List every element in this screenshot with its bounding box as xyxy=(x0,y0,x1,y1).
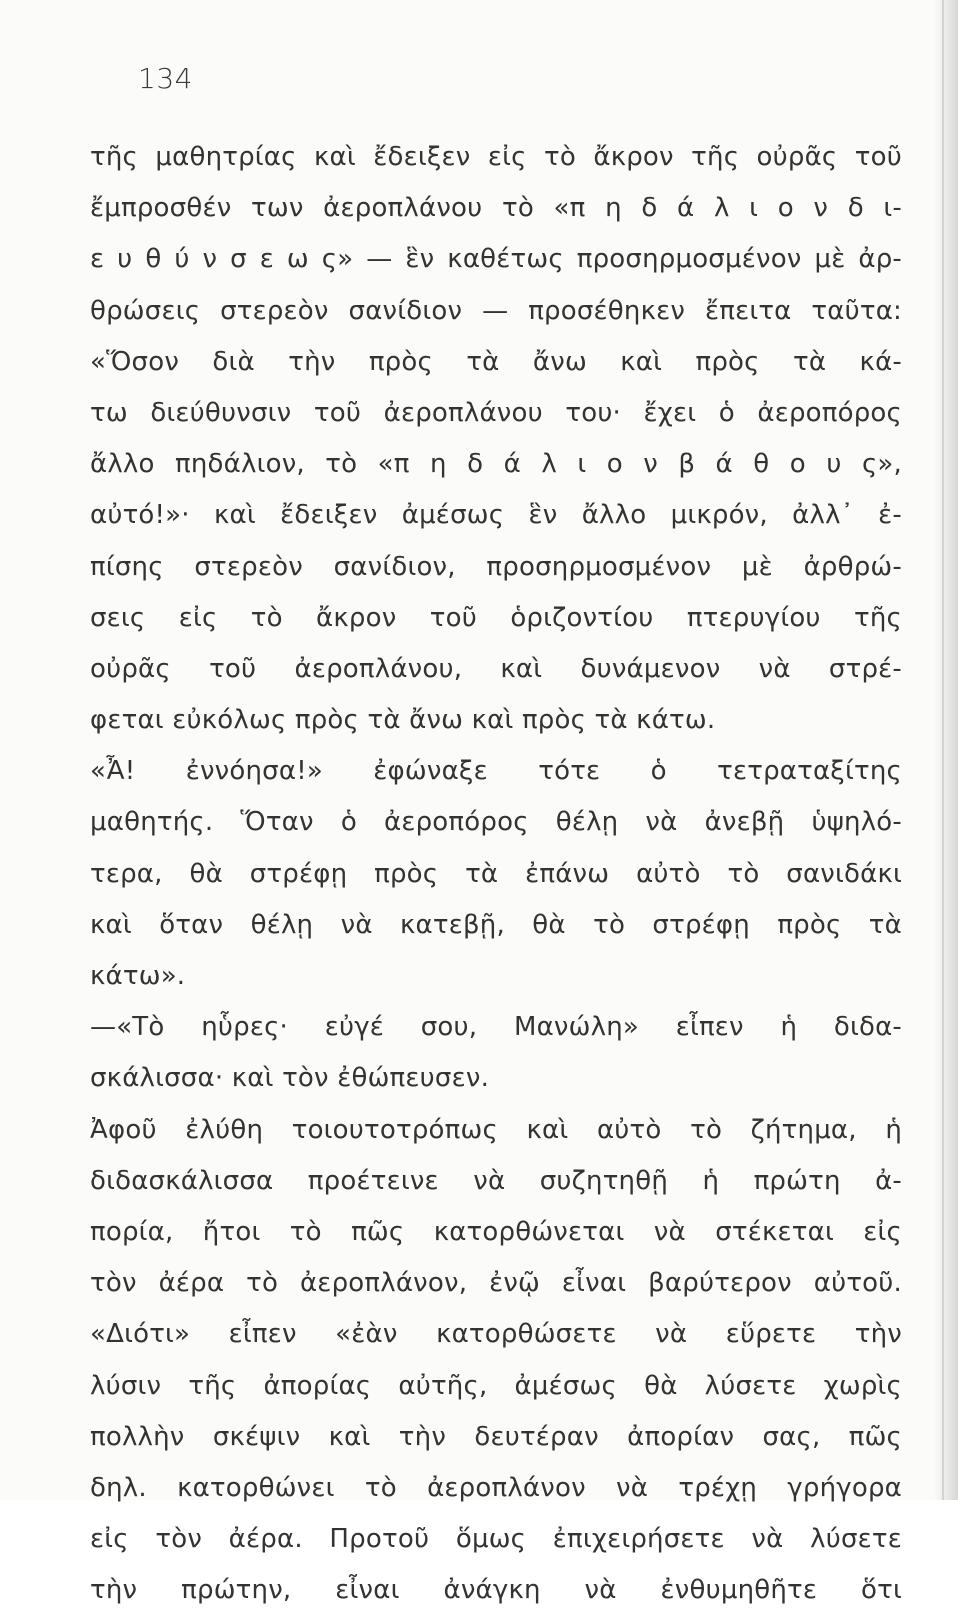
text-line: τὸν ἀέρα τὸ ἀεροπλάνον, ἐνῷ εἶναι βαρύτερον αὐτοῦ. xyxy=(90,1268,902,1299)
text-line: θρώσεις στερεὸν σανίδιον — προσέθηκεν ἔπειτα ταῦτα: xyxy=(90,295,902,326)
text-line: φεται εὐκόλως πρὸς τὰ ἄνω καὶ πρὸς τὰ κάτω. xyxy=(90,705,716,736)
text-line: τῆς μαθητρίας καὶ ἔδειξεν εἰς τὸ ἄκρον τῆς οὐρᾶς τοῦ xyxy=(90,142,902,172)
text-line: «Ὅσον διὰ τὴν πρὸς τὰ ἄνω καὶ πρὸς τὰ κά- xyxy=(90,346,902,377)
text-line: πίσης στερεὸν σανίδιον, προσηρμοσμένον μὲ ἀρθρώ- xyxy=(90,551,902,582)
text-line: «Διότι» εἶπεν «ἐὰν κατορθώσετε νὰ εὕρετε τὴν xyxy=(90,1319,902,1350)
text-line: μαθητής. Ὅταν ὁ ἀεροπόρος θέλῃ νὰ ἀνεβῇ ὑψηλό- xyxy=(90,807,902,838)
page-edge-shadow xyxy=(934,0,958,1500)
text-line: πορία, ἤτοι τὸ πῶς κατορθώνεται νὰ στέκεται εἰς xyxy=(90,1216,902,1247)
page-number: 134 xyxy=(138,62,193,95)
text-line: τερα, θὰ στρέφῃ πρὸς τὰ ἐπάνω αὐτὸ τὸ σανιδάκι xyxy=(90,858,902,889)
text-line: δηλ. κατορθώνει τὸ ἀεροπλάνον νὰ τρέχῃ γρήγορα xyxy=(90,1472,902,1503)
text-line: ἔμπροσθέν των ἀεροπλάνου τὸ «π η δ ά λ ι ο ν δ ι- xyxy=(90,193,902,224)
text-line: αὐτό!»· καὶ ἔδειξεν ἀμέσως ἓν ἄλλο μικρόν, ἀλλ᾽ ἐ- xyxy=(90,500,902,531)
text-line: τὴν πρώτην, εἶναι ἀνάγκη νὰ ἐνθυμηθῆτε ὅτι xyxy=(90,1575,902,1606)
text-line: ἄλλο πηδάλιον, τὸ «π η δ ά λ ι ο ν β ά θ ο υ ς», xyxy=(90,449,902,480)
text-line: πολλὴν σκέψιν καὶ τὴν δευτέραν ἀπορίαν σας, πῶς xyxy=(90,1421,902,1452)
text-line: «Ἆ! ἐννόησα!» ἐφώναξε τότε ὁ τετραταξίτης xyxy=(90,756,902,787)
text-line: λύσιν τῆς ἀπορίας αὐτῆς, ἀμέσως θὰ λύσετε χωρὶς xyxy=(90,1370,902,1401)
text-line: ε υ θ ύ ν σ ε ω ς» — ἓν καθέτως προσηρμοσμένον μὲ ἀρ- xyxy=(90,244,902,275)
text-line: Ἀφοῦ ἐλύθη τοιουτοτρόπως καὶ αὐτὸ τὸ ζήτημα, ἡ xyxy=(90,1114,902,1145)
text-line: κάτω». xyxy=(90,961,186,991)
text-line: σεις εἰς τὸ ἄκρον τοῦ ὁριζοντίου πτερυγίου τῆς xyxy=(90,602,902,633)
text-line: —«Τὸ ηὗρες· εὐγέ σου, Μανώλη» εἶπεν ἡ διδα- xyxy=(90,1012,902,1043)
text-line: εἰς τὸν ἀέρα. Προτοῦ ὅμως ἐπιχειρήσετε νὰ λύσετε xyxy=(90,1524,902,1555)
body-text xyxy=(90,132,902,1616)
text-line: οὐρᾶς τοῦ ἀεροπλάνου, καὶ δυνάμενον νὰ στρέ- xyxy=(90,653,902,684)
text-line: τω διεύθυνσιν τοῦ ἀεροπλάνου του· ἔχει ὁ ἀεροπόρος xyxy=(90,397,902,428)
text-line: καὶ ὅταν θέλῃ νὰ κατεβῇ, θὰ τὸ στρέφῃ πρὸς τὰ xyxy=(90,909,902,940)
page-edge-line xyxy=(942,0,944,1500)
text-line: σκάλισσα· καὶ τὸν ἐθώπευσεν. xyxy=(90,1063,490,1094)
text-line: διδασκάλισσα προέτεινε νὰ συζητηθῇ ἡ πρώτη ἀ- xyxy=(90,1165,902,1196)
